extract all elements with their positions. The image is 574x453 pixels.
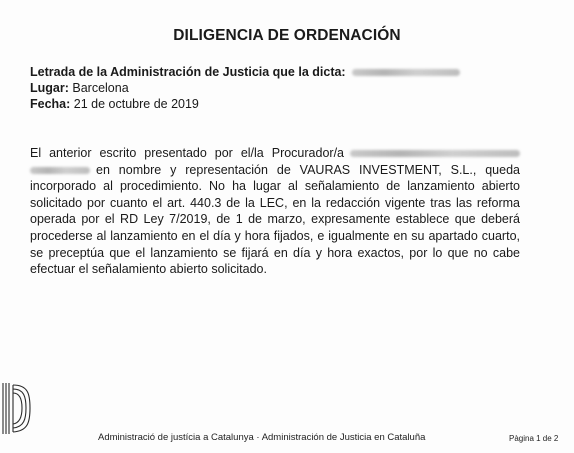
body-line: El anterior escrito presentado por el/la Procurador/a (30, 145, 520, 162)
body-line: operada por el RD Ley 7/2019, de 1 de marzo, expresamente establece que deberá (30, 212, 520, 227)
letrada-label: Letrada de la Administración de Justicia que la dicta: (30, 65, 346, 79)
body-line: se preceptúa que el lanzamiento se fijará en día y hora exactos, por lo que no cabe (30, 245, 520, 260)
fecha-value: 21 de octubre de 2019 (73, 97, 199, 111)
body-line: solicitado por cuanto el art. 440.3 de la LEC, en la redacción vigente tras las reforma (30, 195, 520, 210)
footer-text: Administració de justícia a Catalunya · Administración de Justicia en Cataluña (98, 432, 426, 443)
redacted-name (30, 167, 90, 174)
page-number: Pàgina 1 de 2 (509, 434, 559, 443)
generalitat-catalunya-logo-icon (0, 380, 40, 443)
lugar-label: Lugar: (30, 81, 69, 95)
document-title: DILIGENCIA DE ORDENACIÓN (173, 27, 401, 44)
body-line: en nombre y representación de VAURAS INVESTMENT, S.L., queda (30, 162, 520, 179)
fecha-row (30, 96, 199, 112)
redacted-name (352, 69, 460, 76)
lugar-row (30, 80, 129, 96)
body-line: procederse al lanzamiento en el día y hora fijados, e igualmente en su apartado cuarto, (30, 228, 520, 243)
letrada-row (30, 64, 460, 80)
body-line: efectuar el señalamiento abierto solicitado. (30, 262, 267, 277)
body-paragraph (30, 145, 520, 278)
redacted-name (350, 150, 520, 157)
fecha-label: Fecha: (30, 97, 71, 111)
body-line: incorporado al procedimiento. No ha lugar al señalamiento de lanzamiento abierto (30, 179, 520, 194)
lugar-value: Barcelona (72, 81, 129, 95)
